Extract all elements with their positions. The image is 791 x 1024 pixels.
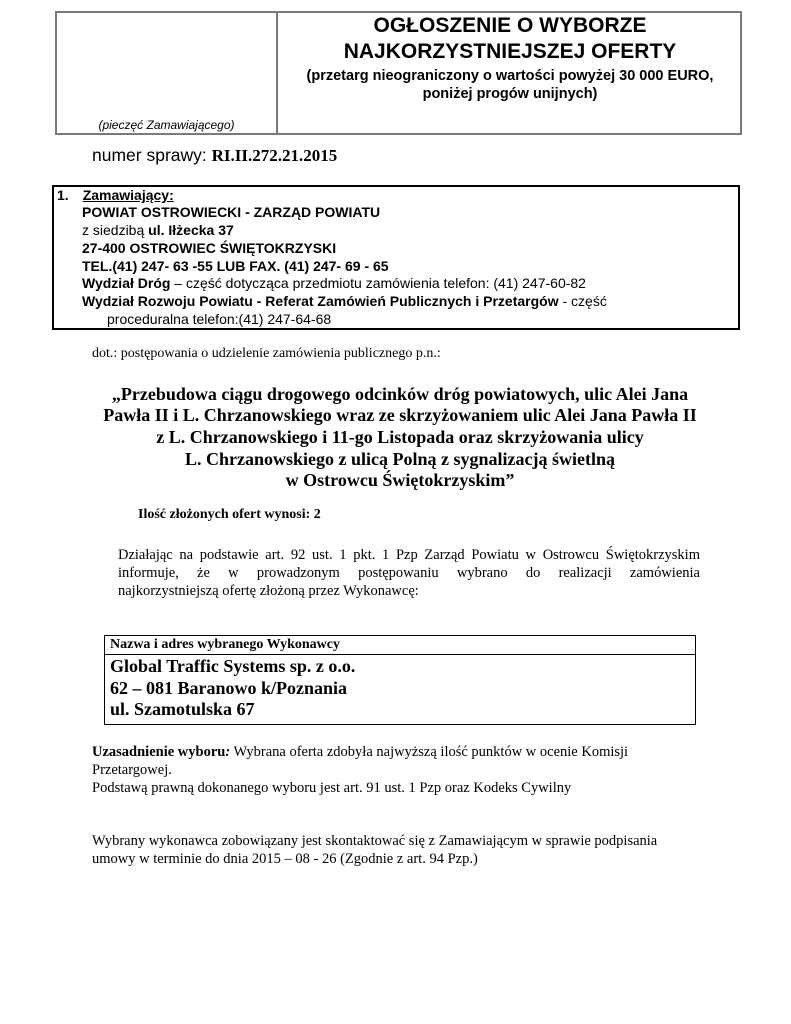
offer-count: Ilość złożonych ofert wynosi: 2	[138, 507, 321, 522]
authority-seat	[82, 222, 234, 238]
authority-city: 27-400 OSTROWIEC ŚWIĘTOKRZYSKI	[82, 240, 337, 256]
decision-line-3: najkorzystniejszą ofertę złożoną przez Wykonawcę:	[118, 583, 419, 599]
proceedings-title-line-2: Pawła II i L. Chrzanowskiego wraz ze skrzyżowaniem ulic Alei Jana Pawła II	[103, 405, 697, 425]
notice-title-line-1: OGŁOSZENIE O WYBORZE	[373, 14, 647, 37]
legal-basis: Podstawą prawną dokonanego wyboru jest art. 91 ust. 1 Pzp oraz Kodeks Cywilny	[92, 780, 572, 796]
contractor-name: Global Traffic Systems sp. z o.o.	[110, 656, 356, 676]
contractor-street: ul. Szamotulska 67	[110, 699, 255, 719]
contact-line-1: Wybrany wykonawca zobowiązany jest skontaktować się z Zamawiającym w sprawie podpisania	[92, 833, 658, 849]
contractor-table-divider	[104, 654, 696, 655]
justification-text-2: Przetargowej.	[92, 762, 172, 778]
notice-subtitle-line-1: (przetarg nieograniczony o wartości powyżej 30 000 EURO,	[306, 68, 714, 84]
case-number	[92, 145, 337, 166]
seat-prefix: z siedzibą	[82, 222, 149, 238]
roads-department-name: Wydział Dróg	[82, 275, 171, 291]
roads-department-desc: – część dotycząca przedmiotu zamówienia telefon: (41) 247-60-82	[170, 275, 586, 291]
justification-colon: :	[225, 744, 231, 760]
authority-section-heading	[57, 187, 174, 203]
proceedings-title-line-3: z L. Chrzanowskiego i 11-go Listopada oraz skrzyżowania ulicy	[156, 427, 644, 447]
proceedings-title-line-4: L. Chrzanowskiego z ulicą Polną z sygnalizacją świetlną	[185, 449, 615, 469]
procurement-department-name: Wydział Rozwoju Powiatu - Referat Zamówień Publicznych i Przetargów	[82, 293, 559, 309]
justification-label: Uzasadnienie wyboru	[92, 744, 226, 760]
decision-line-1: Działając na podstawie art. 92 ust. 1 pkt. 1 Pzp Zarząd Powiatu w Ostrowcu Świętokrzyskim	[118, 547, 700, 563]
roads-department	[82, 275, 586, 291]
contractor-table-header: Nazwa i adres wybranego Wykonawcy	[110, 637, 340, 652]
seat-address: ul. Iłżecka 37	[148, 222, 234, 238]
notice-subtitle-line-2: poniżej progów unijnych)	[422, 86, 598, 102]
procurement-department-desc-2: proceduralna telefon:(41) 247-64-68	[107, 311, 332, 327]
procurement-department	[82, 293, 607, 309]
contractor-postal: 62 – 081 Baranowo k/Poznania	[110, 678, 348, 698]
proceedings-reference: dot.: postępowania o udzielenie zamówienia publicznego p.n.:	[92, 346, 441, 361]
section-number: 1.	[57, 187, 69, 203]
stamp-label: (pieczęć Zamawiającego)	[98, 118, 235, 132]
notice-title-line-2: NAJKORZYSTNIEJSZEJ OFERTY	[343, 40, 677, 63]
decision-line-2: informuje, że w prowadzonym postępowaniu wybrano do realizacji zamówienia	[118, 565, 700, 581]
section-label: Zamawiający:	[82, 187, 174, 203]
procurement-department-desc: - część	[558, 293, 607, 309]
case-number-label: numer sprawy:	[92, 145, 212, 165]
case-number-value: RI.II.272.21.2015	[211, 146, 338, 165]
proceedings-title-line-5: w Ostrowcu Świętokrzyskim”	[285, 470, 515, 490]
authority-phone-fax: TEL.(41) 247- 63 -55 LUB FAX. (41) 247- 69 - 65	[82, 258, 389, 274]
justification-text: Wybrana oferta zdobyła najwyższą ilość punktów w ocenie Komisji	[230, 744, 629, 760]
justification	[92, 744, 628, 761]
authority-name: POWIAT OSTROWIECKI - ZARZĄD POWIATU	[82, 204, 381, 220]
contact-line-2: umowy w terminie do dnia 2015 – 08 - 26 (Zgodnie z art. 94 Pzp.)	[92, 851, 478, 867]
proceedings-title-line-1: „Przebudowa ciągu drogowego odcinków dróg powiatowych, ulic Alei Jana	[111, 384, 689, 404]
